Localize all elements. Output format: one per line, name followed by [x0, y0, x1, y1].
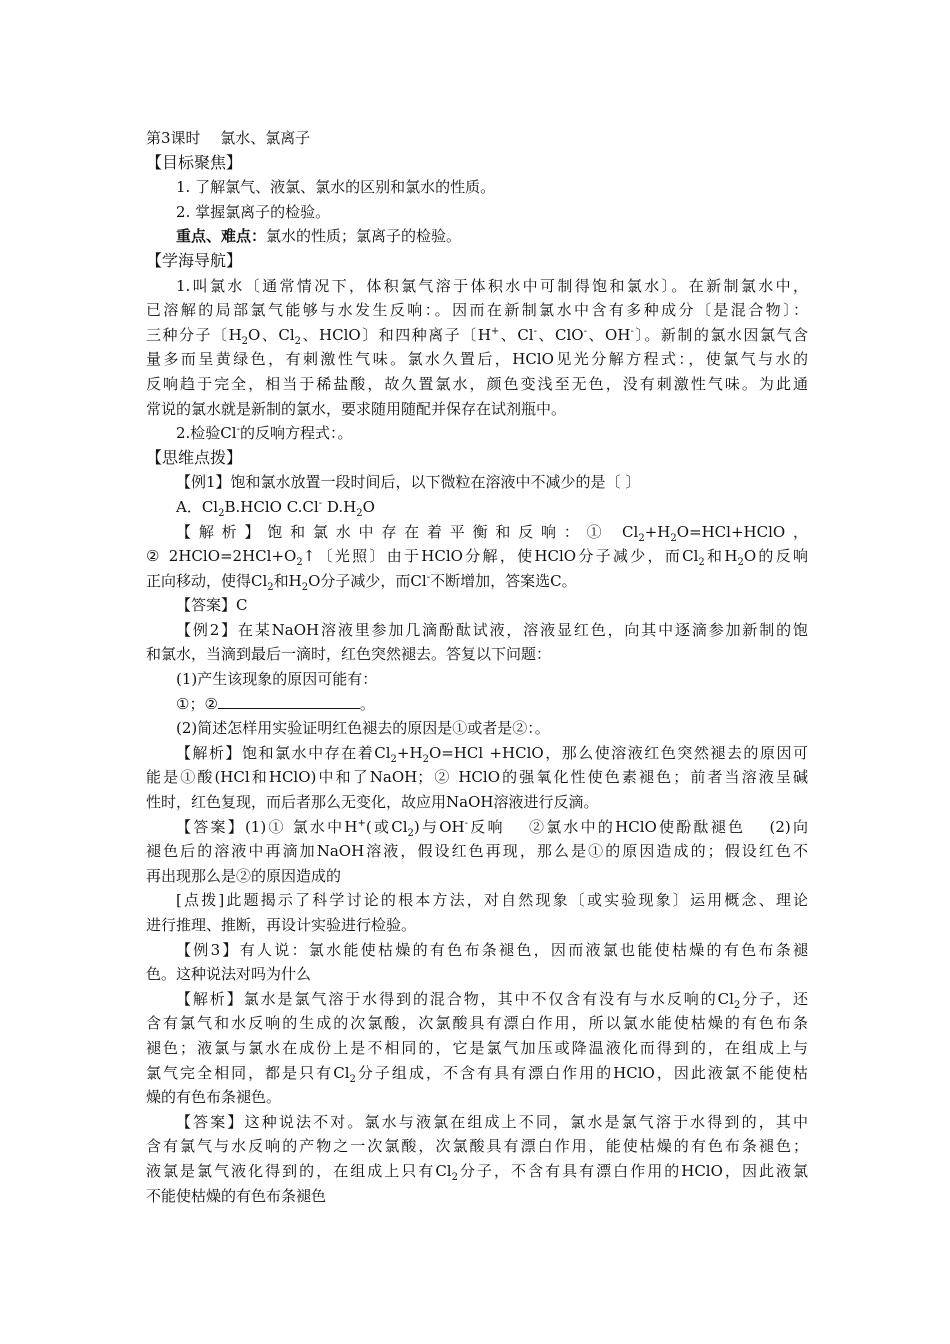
- text-run: 性时，红色复现，而后者那么无变化，故应用NaOH溶液进行反滴。: [146, 793, 599, 812]
- text-run: 氯气完全相同，都是只有Cl: [146, 1063, 350, 1082]
- text-run: 褪色；液氯与氯水在成份上是不相同的，它是氯气加压或降温液化而得到的，在组成上与: [146, 1038, 808, 1057]
- subscript: 2: [356, 507, 363, 519]
- text-run: 液氯是氯气液化得到的，在组成上只有Cl: [146, 1161, 452, 1180]
- subscript: 2: [698, 557, 705, 569]
- text-run: O的反响: [743, 547, 808, 566]
- subscript: 2: [422, 753, 429, 765]
- text-run: 【思维点拨】: [146, 447, 243, 467]
- text-run: (2)简述怎样用实验证明红色褪去的原因是①或者是②：。: [176, 719, 550, 738]
- analysis-line: [146, 1011, 808, 1036]
- lesson-title: [146, 126, 808, 151]
- text-run: O=HCl +HClO，那么使溶液红色突然褪去的原因可: [428, 743, 808, 762]
- subscript: 2: [267, 581, 274, 593]
- text-run: 量多而呈黄绿色，有刺激性气味。氯水久置后，HClO见光分解方程式：，使氯气与水的: [146, 350, 808, 369]
- text-run: ①；②: [176, 694, 218, 713]
- paragraph-line: [146, 298, 808, 323]
- answer-line: [146, 839, 808, 864]
- analysis-line: [146, 520, 808, 545]
- subscript: 2: [451, 1171, 458, 1183]
- answer-blank: [218, 693, 360, 709]
- subscript: 2: [737, 557, 744, 569]
- tip-line: [146, 888, 808, 913]
- paragraph-line: [146, 372, 808, 397]
- text-run: ② 2HClO=2HCl+O: [146, 547, 297, 566]
- analysis-line: [146, 1085, 808, 1110]
- text-run: 【目标聚焦】: [146, 152, 243, 172]
- analysis-line: [146, 569, 808, 594]
- superscript: -: [236, 424, 240, 436]
- subscript: 2: [407, 827, 414, 839]
- text-run: 已溶解的局部氯气能够与水发生反响：。因而在新制氯水中含有多种成分〔是混合物〕：: [146, 301, 808, 320]
- text-run: 和H: [704, 547, 738, 566]
- text-run: 燥的有色布条褪色。: [146, 1088, 282, 1107]
- subscript: 2: [349, 1073, 356, 1085]
- text-run: 【例3】有人说：氯水能使枯燥的有色布条褪色，因而液氯也能使枯燥的有色布条褪: [176, 940, 808, 959]
- subscript: 2: [670, 532, 677, 544]
- subscript: 2: [733, 999, 741, 1011]
- text-run: 、HClO〕和四种离子〔H: [301, 325, 491, 344]
- text-run: 褪色后的溶液中再滴加NaOH溶液，假设红色再现，那么是①的原因造成的；假设红色不: [146, 842, 808, 861]
- paragraph-line: [146, 397, 808, 422]
- example-question: [146, 962, 808, 987]
- subscript: 2: [294, 335, 302, 347]
- document-page: [146, 126, 808, 1208]
- text-run: 〕。新制的氯水因氯气含: [633, 325, 808, 344]
- text-run: 【答案】(1)① 氯水中H: [176, 817, 358, 836]
- text-run: 第3课时 氯水、氯离子: [146, 129, 311, 147]
- text-run: 的反响方程式：。: [239, 424, 353, 443]
- subscript: 2: [296, 557, 303, 569]
- section-heading-goals: [146, 151, 808, 176]
- superscript: -: [630, 325, 634, 337]
- text-run: 【解析】饱和氯水中存在着平衡和反响：① Cl: [176, 522, 639, 541]
- text-run: 、OH: [587, 325, 631, 344]
- text-run: 进行推理、推断，再设计实验进行检验。: [146, 916, 417, 934]
- text-run: 和氯水，当滴到最后一滴时，红色突然褪去。答复以下问题：: [146, 645, 552, 664]
- paragraph-line: [146, 421, 808, 446]
- text-run: (或Cl: [365, 817, 408, 836]
- superscript: -: [318, 497, 323, 509]
- text-run: 1.叫氯水〔通常情况下，体积氯气溶于体积水中可制得饱和氯水〕。在新制氯水中，: [176, 276, 808, 295]
- answer-line: [146, 593, 808, 618]
- analysis-line: [146, 1036, 808, 1061]
- subscript: 2: [301, 581, 309, 593]
- superscript: -: [426, 571, 431, 583]
- text-run: O分子减少，而Cl: [308, 571, 427, 590]
- goal-item: [146, 175, 808, 200]
- paragraph-line: [146, 347, 808, 372]
- text-run: ↑〔光照〕由于HClO分解，使HClO分子减少，而Cl: [302, 547, 699, 566]
- goal-item: [146, 200, 808, 225]
- text-run: A．Cl: [176, 497, 219, 516]
- text-run: 重点、难点：: [176, 227, 267, 246]
- superscript: +: [357, 817, 366, 829]
- superscript: -: [464, 817, 468, 829]
- subscript: 2: [218, 507, 225, 519]
- question-part: [146, 716, 808, 741]
- text-run: 含有氯气与水反响的产物之一次氯酸，次氯酸具有漂白作用，能使枯燥的有色布条褪色；: [146, 1137, 808, 1156]
- text-run: 能是①酸(HCl和HClO)中和了NaOH；② HClO的强氧化性使色素褪色；前者当溶液呈碱: [146, 768, 808, 787]
- superscript: -: [583, 325, 587, 337]
- answer-line: [146, 1159, 808, 1184]
- text-run: 【例2】在某NaOH溶液里参加几滴酚酞试液，溶液显红色，向其中逐滴参加新制的饱: [176, 620, 808, 639]
- text-run: 、ClO: [537, 325, 584, 344]
- text-run: O: [362, 497, 375, 516]
- subscript: 2: [390, 753, 397, 765]
- text-run: 、Cl: [499, 325, 534, 344]
- superscript: +: [490, 325, 500, 337]
- text-run: 含有氯气和水反响的生成的次氯酸，次氯酸具有漂白作用，所以氯水能使枯燥的有色布条: [146, 1014, 808, 1033]
- question-part: [146, 667, 808, 692]
- answer-line: [146, 1184, 808, 1209]
- text-run: (1)产生该现象的原因可能有：: [176, 670, 378, 689]
- example-question: [146, 642, 808, 667]
- analysis-line: [146, 790, 808, 815]
- example-question: [146, 618, 808, 643]
- text-run: 2. 掌握氯离子的检验。: [176, 202, 331, 221]
- section-heading-guide: [146, 249, 808, 274]
- question-part: [146, 692, 808, 717]
- text-run: 分子，不含有具有漂白作用的HClO，因此液氯: [457, 1161, 809, 1180]
- text-run: 【答案】C: [176, 596, 248, 615]
- analysis-line: [146, 987, 808, 1012]
- text-run: B.HClO C.Cl: [224, 497, 319, 516]
- text-run: 分子，还: [740, 989, 808, 1008]
- text-run: 反响 ②氯水中的HClO使酚酞褪色 (2)向: [467, 817, 808, 836]
- text-run: 不能使枯燥的有色布条褪色: [146, 1186, 327, 1205]
- text-run: 常说的氯水就是新制的氯水，要求随用随配并保存在试剂瓶中。: [146, 399, 567, 418]
- analysis-line: [146, 1061, 808, 1086]
- text-run: 【学海导航】: [146, 250, 243, 270]
- text-run: 不断增加，答案选C。: [430, 571, 577, 590]
- text-run: 和H: [273, 571, 302, 590]
- subscript: 2: [638, 532, 645, 544]
- example-options: [146, 495, 808, 520]
- text-run: 三种分子〔H: [146, 325, 242, 344]
- example-question: [146, 938, 808, 963]
- answer-line: [146, 1134, 808, 1159]
- answer-line: [146, 815, 808, 840]
- text-run: 再出现那么是②的原因造成的: [146, 866, 342, 885]
- text-run: )与OH: [413, 817, 465, 836]
- text-run: O=HCl+HClO，: [676, 522, 808, 541]
- answer-line: [146, 1110, 808, 1135]
- text-run: +H: [396, 743, 423, 762]
- text-run: 【例1】饱和氯水放置一段时间后，以下微粒在溶液中不减少的是〔 〕: [176, 473, 641, 492]
- analysis-line: [146, 544, 808, 569]
- text-run: 分子组成，不含有具有漂白作用的HClO，因此液氯不能使枯: [355, 1063, 809, 1082]
- text-run: 。: [359, 694, 375, 713]
- text-run: +H: [644, 522, 671, 541]
- superscript: -: [533, 325, 537, 337]
- paragraph-line: [146, 274, 808, 299]
- text-run: 【答案】这种说法不对。氯水与液氯在组成上不同，氯水是氯气溶于水得到的，其中: [176, 1112, 808, 1131]
- analysis-line: [146, 741, 808, 766]
- text-run: 反响趋于完全，相当于稀盐酸，故久置氯水，颜色变浅至无色，没有刺激性气味。为此通: [146, 374, 808, 393]
- text-run: 1. 了解氯气、液氯、氯水的区别和氯水的性质。: [176, 178, 496, 197]
- subscript: 2: [241, 335, 249, 347]
- analysis-line: [146, 765, 808, 790]
- text-run: 正向移动，使得Cl: [146, 571, 268, 590]
- text-run: 【解析】氯水是氯气溶于水得到的混合物，其中不仅含有没有与水反响的Cl: [176, 989, 734, 1008]
- paragraph-line: [146, 323, 808, 348]
- text-run: 2.检验Cl: [176, 424, 237, 443]
- text-run: D.H: [322, 497, 357, 516]
- text-run: 色。这种说法对吗为什么: [146, 965, 312, 984]
- text-run: 【解析】饱和氯水中存在着Cl: [176, 743, 391, 762]
- key-points: [146, 224, 808, 249]
- example-question: [146, 470, 808, 495]
- text-run: O、Cl: [248, 325, 295, 344]
- answer-line: [146, 864, 808, 889]
- section-heading-tips: [146, 446, 808, 471]
- text-run: 氯水的性质；氯离子的检验。: [266, 227, 462, 246]
- tip-line: [146, 913, 808, 938]
- text-run: [点拨]此题揭示了科学讨论的根本方法，对自然现象〔或实验现象〕运用概念、理论: [176, 891, 808, 910]
